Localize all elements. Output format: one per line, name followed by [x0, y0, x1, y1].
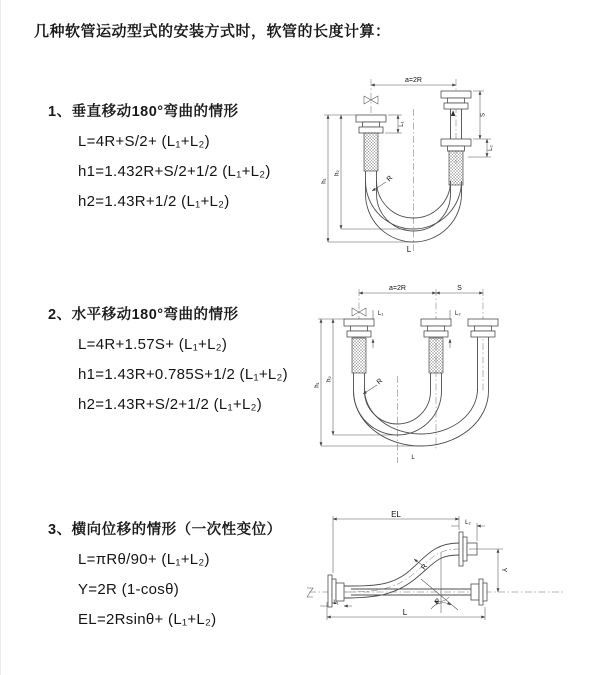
section-vertical-movement [48, 102, 271, 217]
dim-label-s: S [480, 112, 487, 118]
flange-plate [479, 579, 483, 605]
hose-arc [365, 389, 478, 434]
section-1-formulas [78, 127, 271, 217]
formula-line: L=πRθ/90+ (L₁+L₂) [78, 551, 210, 568]
dim-label-s: S [457, 285, 462, 292]
diagram-lateral-displacement [301, 505, 599, 657]
dim-label-y: Y [500, 567, 507, 573]
section-2-heading: 2、水平移动180°弯曲的情形 [48, 307, 239, 323]
hose-arc [354, 391, 489, 446]
flange-plate [463, 537, 467, 561]
formula-line: h2=1.43R+S/2+1/2 (L₁+L₂) [78, 396, 263, 413]
fitting-collar [471, 584, 479, 600]
dim-label-l: L [402, 608, 408, 617]
leader-line [363, 385, 377, 394]
extension-line [333, 516, 459, 573]
section-3-heading: 3、横向位移的情形（一次性变位） [48, 522, 282, 538]
dim-label-h2: h₂ [326, 376, 333, 382]
angle-label: θ [435, 599, 439, 606]
fitting-collar [336, 583, 344, 601]
dim-label-l2: L₂ [488, 145, 494, 151]
flange-fitting [441, 139, 471, 146]
dim-label-h1: h₁ [321, 178, 328, 184]
page-title: 几种软管运动型式的安装方式时，软管的长度计算： [34, 23, 391, 40]
dim-label-l2: L₂ [455, 311, 461, 317]
braided-hose-section [364, 133, 378, 171]
fitting-nut [448, 98, 465, 103]
dim-label-el: EL [391, 510, 401, 519]
radius-label: R [375, 377, 385, 387]
fitting-nut [448, 146, 465, 151]
flange-fitting [356, 115, 386, 122]
flange-plate [459, 532, 463, 566]
section-horizontal-movement [48, 305, 288, 420]
formula-line: L=4R+S/2+ (L₁+L₂) [78, 133, 210, 150]
dim-label-h2: h₂ [334, 170, 341, 176]
break-mark-icon [307, 588, 313, 597]
flange-plate [328, 575, 332, 607]
radius-label: R [420, 563, 430, 572]
section-2-formulas [78, 330, 288, 420]
flange-fitting [441, 91, 471, 98]
leader-line [372, 182, 386, 191]
formula-line: L=4R+1.57S+ (L₁+L₂) [78, 336, 228, 353]
hose-leg [366, 171, 377, 194]
section-lateral-displacement [48, 520, 282, 635]
flange-fitting [421, 319, 451, 373]
formula-line: h1=1.43R+0.785S+1/2 (L₁+L₂) [78, 366, 288, 383]
diagram-horizontal-u-bend [313, 281, 591, 473]
braided-hose-section [449, 151, 463, 185]
dim-label-l2: L₂ [465, 520, 471, 526]
section-3-formulas [78, 545, 282, 635]
dim-label-a2r: a=2R [389, 285, 406, 292]
fitting-nut [363, 122, 380, 127]
dim-label-a2r: a=2R [405, 77, 422, 84]
formula-line: h1=1.432R+S/2+1/2 (L₁+L₂) [78, 163, 271, 180]
construction-line [421, 579, 458, 610]
length-label: L [411, 455, 415, 461]
formula-line: EL=2Rsinθ+ (L₁+L₂) [78, 611, 217, 628]
formula-line: h2=1.43R+1/2 (L₁+L₂) [78, 193, 230, 210]
flange-fitting [344, 319, 374, 373]
hose-curve-edge [344, 543, 459, 586]
dim-label-h1: h₁ [314, 382, 321, 388]
movement-arrow-icon [451, 110, 456, 116]
flange-fitting [468, 319, 498, 337]
fitting-collar [444, 103, 468, 109]
dim-label-l1: L₁ [399, 121, 405, 127]
dim-label-l1: L₁ [378, 311, 384, 317]
section-1-heading: 1、垂直移动180°弯曲的情形 [48, 104, 239, 120]
formula-line: Y=2R (1-cosθ) [78, 581, 180, 598]
diagram-vertical-u-bend [316, 69, 591, 257]
hose-leg [354, 373, 365, 391]
length-label: L [406, 245, 412, 254]
dim-label-l1: L₁ [333, 600, 339, 606]
radius-label: R [385, 174, 395, 184]
flange-plate [483, 583, 487, 601]
fitting-collar [359, 127, 383, 133]
